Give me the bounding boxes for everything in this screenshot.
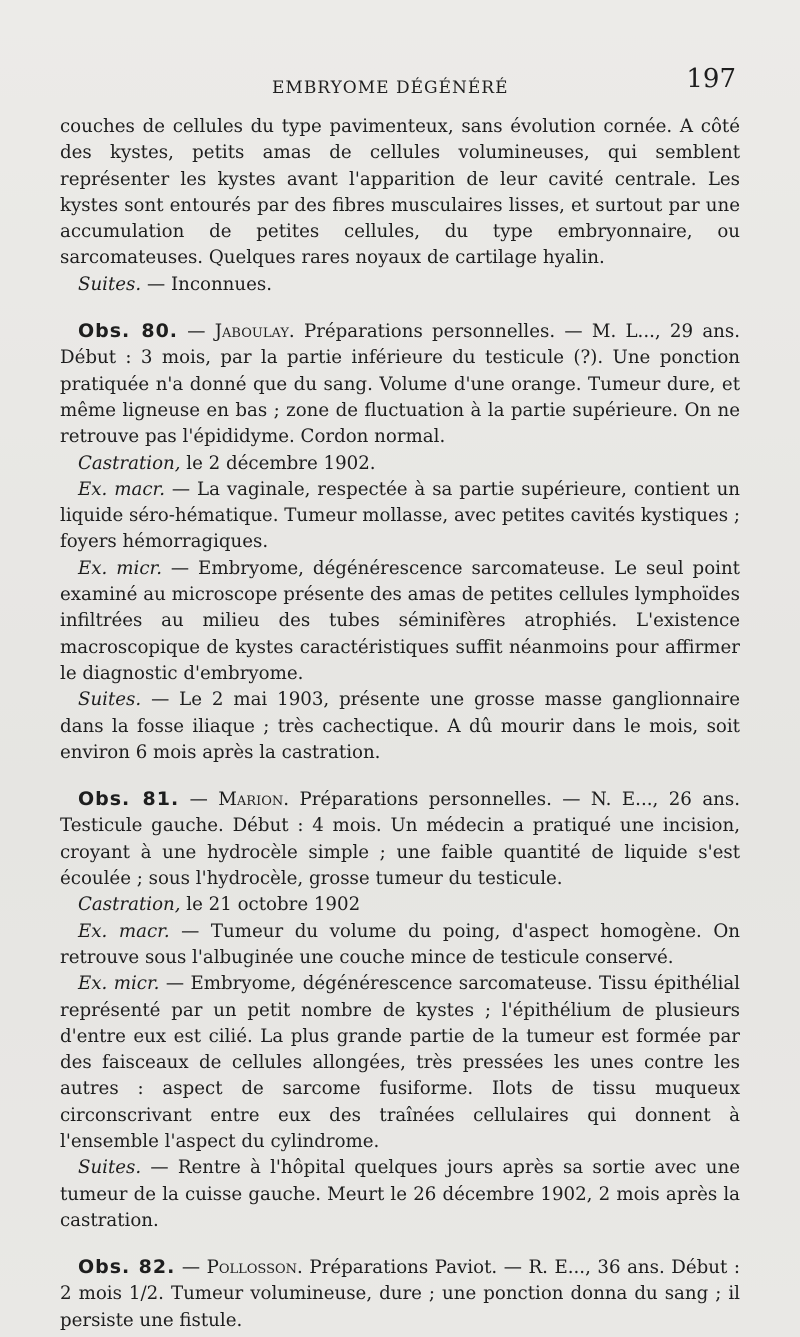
castration-text: le 21 octobre 1902 (180, 894, 361, 916)
obs81-suites (60, 1155, 740, 1234)
intro-paragraph: couches de cellules du type pavimenteux, sans évolution cornée. A côté des kystes, petits amas de cellules volumineuses, qui semblent représenter les kystes avant l'apparition de leur cavité centrale. Les kystes sont entourés par des fibres musculaires lisses, et surtout par une accumulation de petites cellules, du type embryonnaire, ou sarcomateuses. Quelques rares noyaux de cartilage hyalin. (60, 116, 740, 269)
obs80-suites (60, 687, 740, 766)
micr-text: — Embryome, dégénérescence sarcomateuse. Le seul point examiné au microscope présente des amas de petites cellules lymphoïdes infiltrées au milieu des tubes séminifères atrophiés. L'existence macroscopique de kystes caractéristiques suffit néanmoins pour affirmer le diagnostic d'embryome. (60, 557, 740, 684)
obs-label: Obs. 82. (78, 1256, 176, 1279)
suites-text: — Le 2 mai 1903, présente une grosse masse ganglionnaire dans la fosse iliaque ; très cachectique. A dû mourir dans le mois, soit environ 6 mois après la castration. (60, 689, 740, 763)
obs81-macr (60, 919, 740, 972)
suites-text: — Rentre à l'hôpital quelques jours après sa sortie avec une tumeur de la cuisse gauche. Meurt le 26 décembre 1902, 2 mois après la castration. (60, 1157, 740, 1231)
castration-text: le 2 décembre 1902. (180, 452, 376, 474)
suites-text: — Inconnues. (141, 273, 272, 295)
intro-suites (60, 272, 740, 298)
obs-text: Préparations personnelles. — N. E..., 26 ans. Testicule gauche. Début : 4 mois. Un médecin a pratiqué une incision, croyant à une hydrocèle simple ; une faible quantité de liquide s'est écoulée ; sous l'hydrocèle, grosse tumeur du testicule. (60, 789, 740, 890)
suites-label: Suites. (78, 273, 142, 295)
castration-label: Castration, (78, 894, 181, 916)
observation-81: Obs. 81. — Marion. Préparations personnelles. — N. E..., 26 ans. Testicule gauche. Début : 4 mois. Un médecin a pratiqué une incision, croyant à une hydrocèle simple ; une faible quantité de liquide s'est écoulée ; sous l'hydrocèle, grosse tumeur du testicule. (60, 788, 740, 890)
obs81-micr (60, 971, 740, 1155)
suites-label: Suites. (78, 689, 142, 711)
obs-label: Obs. 81. (78, 788, 180, 811)
macr-label: Ex. macr. (78, 478, 165, 500)
obs-author: Jaboulay (214, 321, 289, 343)
macr-label: Ex. macr. (78, 920, 170, 942)
obs-author: Marion (218, 789, 284, 811)
observation-80: Obs. 80. — Jaboulay. Préparations personnelles. — M. L..., 29 ans. Début : 3 mois, par la partie inférieure du testicule (?). Une ponction pratiquée n'a donné que du sang. Volume d'une orange. Tumeur dure, et même ligneuse en bas ; zone de fluctuation à la partie supérieure. On ne retrouve pas l'épididyme. Cordon normal. (60, 320, 740, 448)
obs-label: Obs. 80. (78, 320, 179, 343)
running-title: EMBRYOME DÉGÉNÉRÉ (272, 78, 509, 98)
obs-author: Pollosson (206, 1257, 298, 1279)
page-header (60, 62, 740, 102)
page-body (60, 114, 740, 1334)
obs81-castration (60, 892, 740, 918)
obs-text: Préparations personnelles. — M. L..., 29 ans. Début : 3 mois, par la partie inférieure du testicule (?). Une ponction pratiquée n'a donné que du sang. Volume d'une orange. Tumeur dure, et même ligneuse en bas ; zone de fluctuation à la partie supérieure. On ne retrouve pas l'épididyme. Cordon normal. (60, 321, 740, 448)
obs-text: Préparations Paviot. — R. E..., 36 ans. Début : 2 mois 1/2. Tumeur volumineuse, dure ; une ponction donna du sang ; il persiste une fistule. (60, 1257, 740, 1331)
micr-label: Ex. micr. (78, 973, 160, 995)
suites-label: Suites. (78, 1157, 142, 1179)
obs80-micr (60, 556, 740, 687)
obs80-macr (60, 477, 740, 556)
observation-82: Obs. 82. — Pollosson. Préparations Paviot. — R. E..., 36 ans. Début : 2 mois 1/2. Tumeur volumineuse, dure ; une ponction donna du sang ; il persiste une fistule. (60, 1256, 740, 1331)
obs80-castration (60, 451, 740, 477)
micr-label: Ex. micr. (78, 557, 162, 579)
page-number: 197 (686, 64, 736, 94)
macr-text: — Tumeur du volume du poing, d'aspect homogène. On retrouve sous l'albuginée une couche mince de testicule conservé. (60, 920, 740, 968)
castration-label: Castration, (78, 452, 181, 474)
micr-text: — Embryome, dégénérescence sarcomateuse. Tissu épithélial représenté par un petit nombre de kystes ; l'épithélium de plusieurs d'entre eux est cilié. La plus grande partie de la tumeur est formée par des faisceaux de cellules allongées, très pressées les unes contre les autres : aspect de sarcome fusiforme. Ilots de tissu muqueux circonscrivant entre eux des traînées cellulaires qui donnent à l'ensemble l'aspect du cylindrome. (60, 973, 740, 1152)
macr-text: — La vaginale, respectée à sa partie supérieure, contient un liquide séro-hématique. Tumeur mollasse, avec petites cavités kystiques ; foyers hémorragiques. (60, 478, 740, 553)
